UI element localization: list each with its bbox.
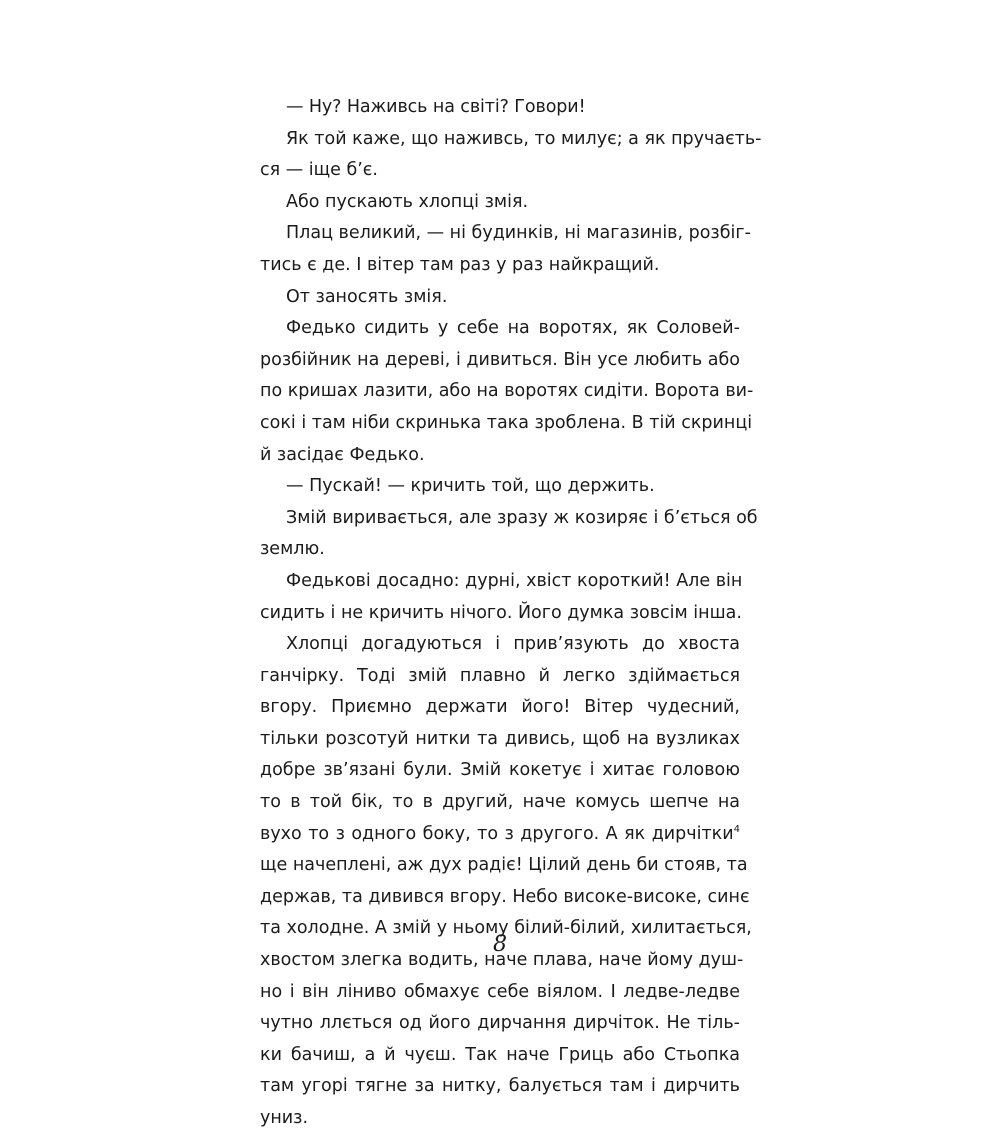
text-line: по кришах лазити, або на воротях сидіти. Ворота ви-	[260, 381, 754, 402]
text-line: Або пускають хлопці змія.	[286, 191, 529, 212]
text-line-content: вухо то з одного боку, то з другого. А як дирчітки	[260, 823, 734, 844]
text-line: вгору. Приємно держати його! Вітер чудесний,	[260, 697, 740, 718]
footnote-marker: 4	[733, 823, 740, 835]
text-line: добре зв’язані були. Змій кокетує і хитає головою	[260, 760, 740, 781]
text-line: держав, та дивився вгору. Небо високе-високе, синє	[260, 886, 750, 907]
text-line: розбійник на дереві, і дивиться. Він усе любить або	[260, 349, 740, 370]
text-line: тись є де. І вітер там раз у раз найкращий.	[260, 254, 660, 275]
text-line: ганчірку. Тоді змій плавно й легко здіймається	[260, 665, 740, 686]
text-line: Плац великий, — ні будинків, ні магазинів, розбіг-	[286, 223, 751, 244]
text-line: та холодне. А змій у ньому білий-білий, хилитається,	[260, 918, 752, 939]
text-line: сокі і там ніби скринька така зроблена. В тій скринці	[260, 412, 753, 433]
text-line: й засідає Федько.	[260, 444, 425, 465]
text-line: там угорі тягне за нитку, балується там і дирчить	[260, 1076, 740, 1097]
page-text	[260, 92, 762, 1135]
text-line: ки бачиш, а й чуєш. Так наче Гриць або Стьопка	[260, 1044, 740, 1065]
text-line: Федькові досадно: дурні, хвіст короткий! Але він	[286, 570, 743, 591]
text-line: Як той каже, що наживсь, то милує; а як пручаєть-	[286, 128, 762, 149]
text-line: ся — іще б’є.	[260, 160, 378, 181]
text-line: Змій виривається, але зразу ж козиряє і б’ється об	[286, 507, 758, 528]
text-line: сидить і не кричить нічого. Його думка зовсім інша.	[260, 602, 742, 623]
text-line: униз.	[260, 1108, 309, 1128]
text-line: но і він ліниво обмахує себе віялом. І ледве-ледве	[260, 981, 740, 1002]
text-line: — Ну? Наживсь на світі? Говори!	[286, 97, 586, 117]
text-line: то в той бік, то в другий, наче комусь шепче на	[260, 792, 740, 813]
text-line-with-footnote	[260, 819, 740, 851]
text-line: ще начеплені, аж дух радіє! Цілий день би стояв, та	[260, 855, 748, 876]
text-line: чутно ллється од його дирчання дирчіток. Не тіль-	[260, 1013, 740, 1034]
text-line: хвостом злегка водить, наче плава, наче йому душ-	[260, 950, 744, 971]
text-line: тільки розсотуй нитки та дивись, щоб на вузликах	[260, 728, 740, 749]
text-line: Федько сидить у себе на воротях, як Соловей-	[286, 318, 740, 339]
text-line: — Пускай! — кричить той, що держить.	[286, 476, 655, 497]
text-line: От заносять змія.	[286, 286, 448, 307]
text-line: землю.	[260, 539, 325, 560]
page-number: 8	[493, 932, 507, 957]
text-line: Хлопці догадуються і прив’язують до хвоста	[286, 634, 740, 655]
